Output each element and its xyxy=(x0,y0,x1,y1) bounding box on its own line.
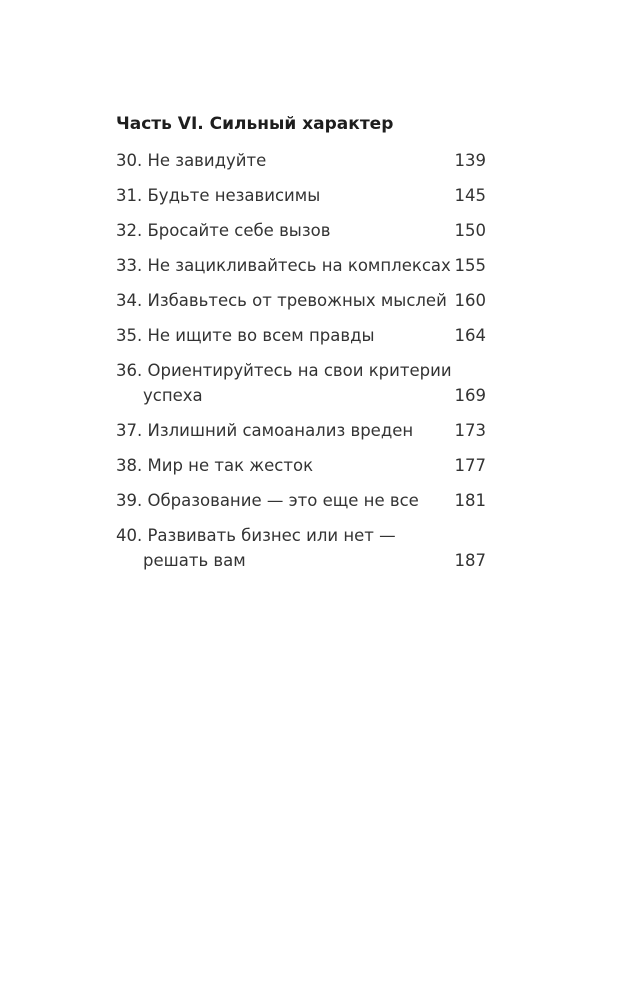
toc-entry-title: 36. Ориентируйтесь на свои критерии xyxy=(116,361,452,380)
toc-entry-32[interactable] xyxy=(116,218,486,243)
toc-entry-title: 30. Не завидуйте xyxy=(116,151,267,170)
toc-page-number: 139 xyxy=(454,151,486,170)
toc-entry-title: 35. Не ищите во всем правды xyxy=(116,326,375,345)
toc-entry-31[interactable] xyxy=(116,183,486,208)
toc-entry-title-continuation: успеха xyxy=(143,386,203,405)
toc-entry-title: 39. Образование — это еще не все xyxy=(116,491,419,510)
toc-entry-36[interactable] xyxy=(116,358,486,408)
toc-entry-title: 33. Не зацикливайтесь на комплексах xyxy=(116,256,451,275)
part-title: Часть VI. Сильный характер xyxy=(116,114,394,134)
toc-entry-40[interactable] xyxy=(116,523,486,573)
toc-entry-title: 34. Избавьтесь от тревожных мыслей xyxy=(116,291,447,310)
toc-entry-title: 38. Мир не так жесток xyxy=(116,456,314,475)
toc-page-number: 181 xyxy=(454,491,486,510)
toc-page-number: 145 xyxy=(454,186,486,205)
toc-entry-39[interactable] xyxy=(116,488,486,513)
toc-entry-35[interactable] xyxy=(116,323,486,348)
toc-entry-title: 32. Бросайте себе вызов xyxy=(116,221,331,240)
toc-entry-title: 31. Будьте независимы xyxy=(116,186,321,205)
toc-page-number: 187 xyxy=(454,551,486,570)
toc-page-number: 177 xyxy=(454,456,486,475)
toc-page-number: 155 xyxy=(454,256,486,275)
toc-entry-title: 37. Излишний самоанализ вреден xyxy=(116,421,414,440)
toc-page-number: 160 xyxy=(454,291,486,310)
toc-entry-34[interactable] xyxy=(116,288,486,313)
toc-page-number: 169 xyxy=(454,386,486,405)
toc-entry-title: 40. Развивать бизнес или нет — xyxy=(116,526,396,545)
toc-entry-title-continuation: решать вам xyxy=(143,551,246,570)
toc-page-number: 164 xyxy=(454,326,486,345)
toc-entry-37[interactable] xyxy=(116,418,486,443)
toc-entry-30[interactable] xyxy=(116,148,486,173)
table-of-contents xyxy=(116,148,486,583)
toc-page-number: 173 xyxy=(454,421,486,440)
toc-entry-33[interactable] xyxy=(116,253,486,278)
toc-page-number: 150 xyxy=(454,221,486,240)
toc-entry-38[interactable] xyxy=(116,453,486,478)
